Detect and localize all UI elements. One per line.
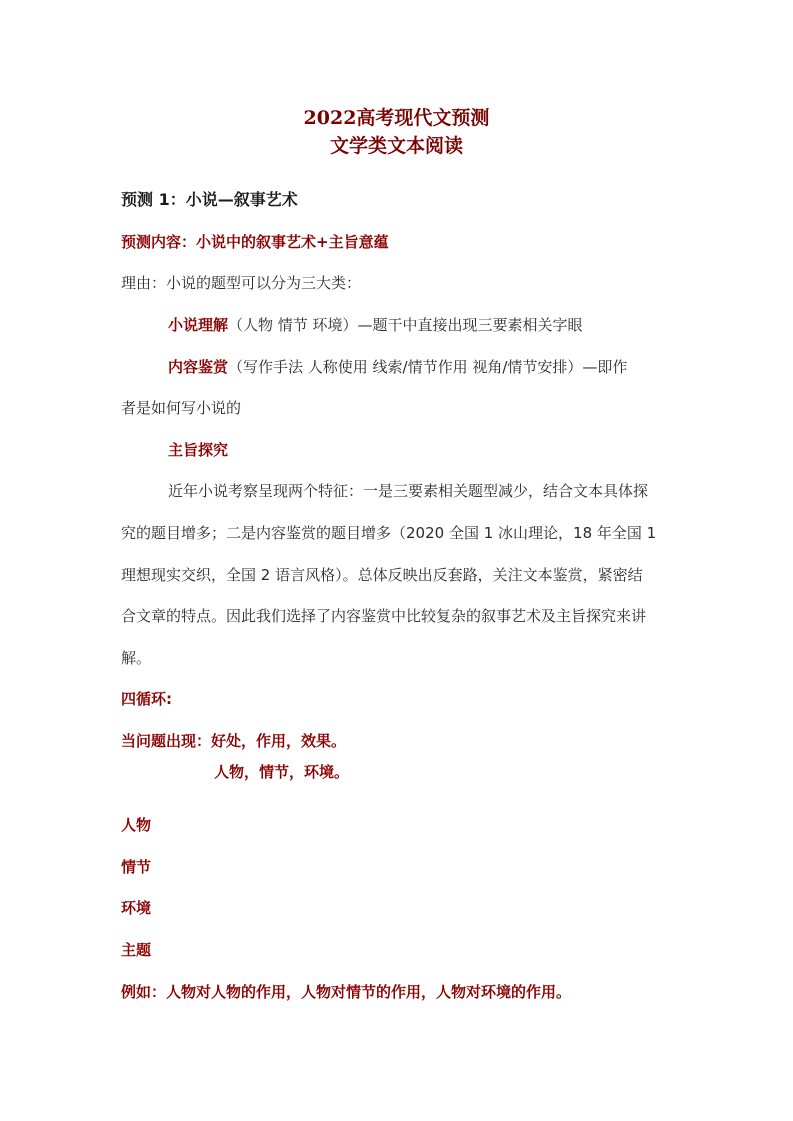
paragraph-line-4: 合文章的特点。因此我们选择了内容鉴赏中比较复杂的叙事艺术及主旨探究来讲	[121, 607, 647, 625]
question-type-3-label: 主旨探究	[168, 441, 229, 459]
forecast-content: 预测内容：小说中的叙事艺术+主旨意蕴	[121, 233, 389, 251]
question-type-1	[168, 315, 583, 335]
list-item-theme: 主题	[121, 941, 152, 959]
document-title-line2: 文学类文本阅读	[329, 135, 463, 157]
question-type-2	[168, 357, 627, 377]
question-line-1: 当问题出现：好处，作用，效果。	[121, 732, 347, 750]
example-text: 例如：人物对人物的作用，人物对情节的作用，人物对环境的作用。	[121, 983, 572, 1001]
list-item-character: 人物	[121, 816, 152, 834]
question-type-2-text-cont: 者是如何写小说的	[121, 399, 242, 417]
four-cycle-heading: 四循环:	[121, 690, 172, 708]
question-type-1-label: 小说理解	[168, 316, 229, 334]
reason-text: 理由：小说的题型可以分为三大类：	[121, 274, 362, 292]
question-line-2: 人物，情节，环境。	[214, 763, 350, 781]
document-title-line1: 2022高考现代文预测	[303, 107, 490, 129]
paragraph-line-3: 理想现实交织，全国 2 语言风格）。总体反映出反套路，关注文本鉴赏，紧密结	[121, 566, 643, 584]
question-type-2-text: （写作手法 人称使用 线索/情节作用 视角/情节安排）—即作	[228, 358, 628, 376]
paragraph-line-2: 究的题目增多；二是内容鉴赏的题目增多（2020 全国 1 冰山理论，18 年全国 1	[121, 524, 657, 542]
section-heading: 预测 1：小说—叙事艺术	[121, 190, 298, 209]
list-item-plot: 情节	[121, 858, 152, 876]
paragraph-line-5: 解。	[121, 649, 152, 667]
list-item-environment: 环境	[121, 899, 152, 917]
question-type-1-text: （人物 情节 环境）—题干中直接出现三要素相关字眼	[228, 316, 583, 334]
question-type-2-label: 内容鉴赏	[168, 358, 229, 376]
paragraph-line-1: 近年小说考察呈现两个特征：一是三要素相关题型减少，结合文本具体探	[168, 482, 649, 500]
